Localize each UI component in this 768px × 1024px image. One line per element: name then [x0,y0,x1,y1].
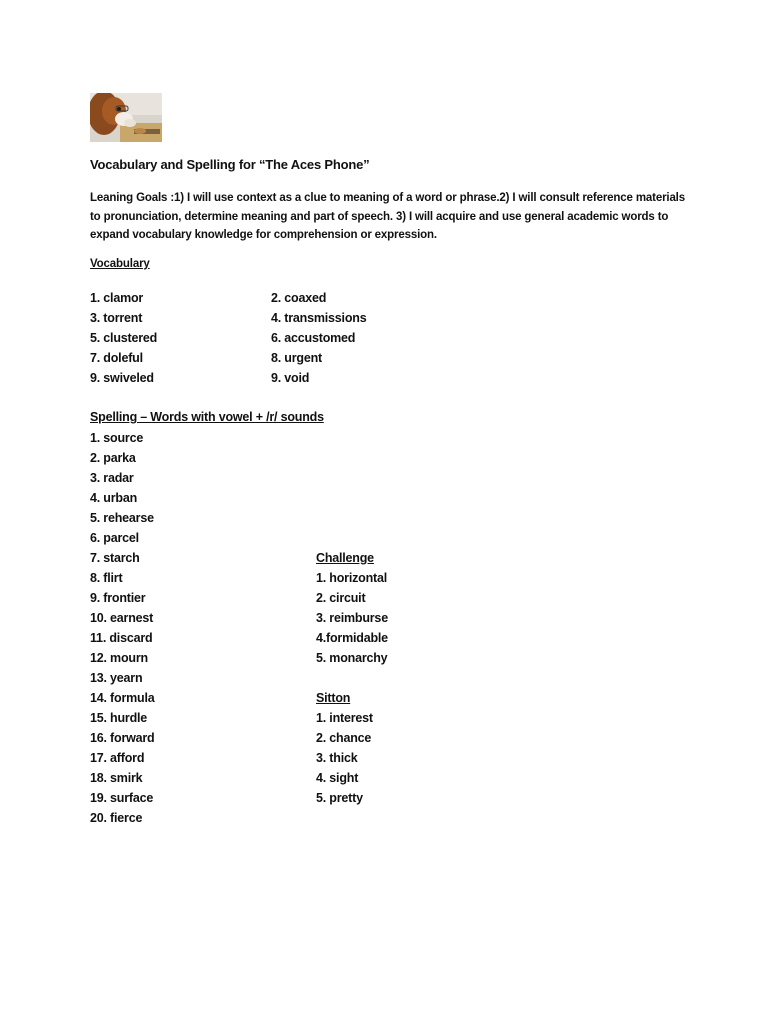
spelling-item: 14. formula [90,691,155,705]
sitton-heading: Sitton [316,691,351,705]
spelling-item: 6. parcel [90,531,139,545]
challenge-list [316,568,388,668]
learning-goals [90,189,690,245]
vocabulary-heading: Vocabulary [90,258,150,270]
spelling-item: 11. discard [90,631,153,645]
spelling-item: 4. urban [90,491,138,505]
vocabulary-item: 9. void [271,371,310,385]
spelling-item: 10. earnest [90,611,154,625]
sitton-item: 2. chance [316,731,372,745]
document-title: Vocabulary and Spelling for “The Aces Phone” [90,157,370,172]
spelling-item: 1. source [90,431,144,445]
vocabulary-item: 3. torrent [90,311,143,325]
vocabulary-item: 8. urgent [271,351,322,365]
goals-line-3: expand vocabulary knowledge for comprehension or expression. [90,229,437,241]
spelling-item: 2. parka [90,451,136,465]
sitton-item: 1. interest [316,711,373,725]
spelling-item: 3. radar [90,471,134,485]
challenge-section [316,548,388,668]
sitton-item: 4. sight [316,771,359,785]
spelling-item: 19. surface [90,791,154,805]
spelling-list [90,428,155,828]
sitton-item: 5. pretty [316,791,363,805]
spelling-item: 12. mourn [90,651,148,665]
challenge-heading: Challenge [316,551,374,565]
dog-photo-image [90,93,162,142]
goals-line-2: to pronunciation, determine meaning and part of speech. 3) I will acquire and use general academic words to [90,210,669,223]
spelling-item: 7. starch [90,551,140,565]
vocabulary-item: 6. accustomed [271,331,356,345]
challenge-item: 4.formidable [316,631,388,645]
vocabulary-list-left [90,288,157,388]
vocabulary-item: 1. clamor [90,291,144,305]
vocabulary-item: 2. coaxed [271,291,327,305]
vocabulary-item: 5. clustered [90,331,158,345]
vocabulary-list-right [271,288,366,388]
vocabulary-item: 4. transmissions [271,311,367,325]
goals-line-1: Leaning Goals :1) I will use context as a clue to meaning of a word or phrase.2) I will consult reference materials [90,192,685,204]
vocabulary-item: 7. doleful [90,351,143,365]
challenge-item: 2. circuit [316,591,366,605]
spelling-item: 16. forward [90,731,155,745]
spelling-item: 8. flirt [90,571,123,585]
spelling-item: 5. rehearse [90,511,154,525]
spelling-item: 18. smirk [90,771,143,785]
spelling-heading: Spelling – Words with vowel + /r/ sounds [90,410,324,424]
challenge-item: 5. monarchy [316,651,388,665]
spelling-item: 17. afford [90,751,145,765]
sitton-section [316,688,373,808]
spelling-item: 9. frontier [90,591,146,605]
vocabulary-item: 9. swiveled [90,371,154,385]
sitton-item: 3. thick [316,751,358,765]
spelling-item: 20. fierce [90,811,143,825]
challenge-item: 3. reimburse [316,611,388,625]
sitton-list [316,708,373,808]
challenge-item: 1. horizontal [316,571,388,585]
spelling-item: 15. hurdle [90,711,148,725]
spelling-item: 13. yearn [90,671,143,685]
